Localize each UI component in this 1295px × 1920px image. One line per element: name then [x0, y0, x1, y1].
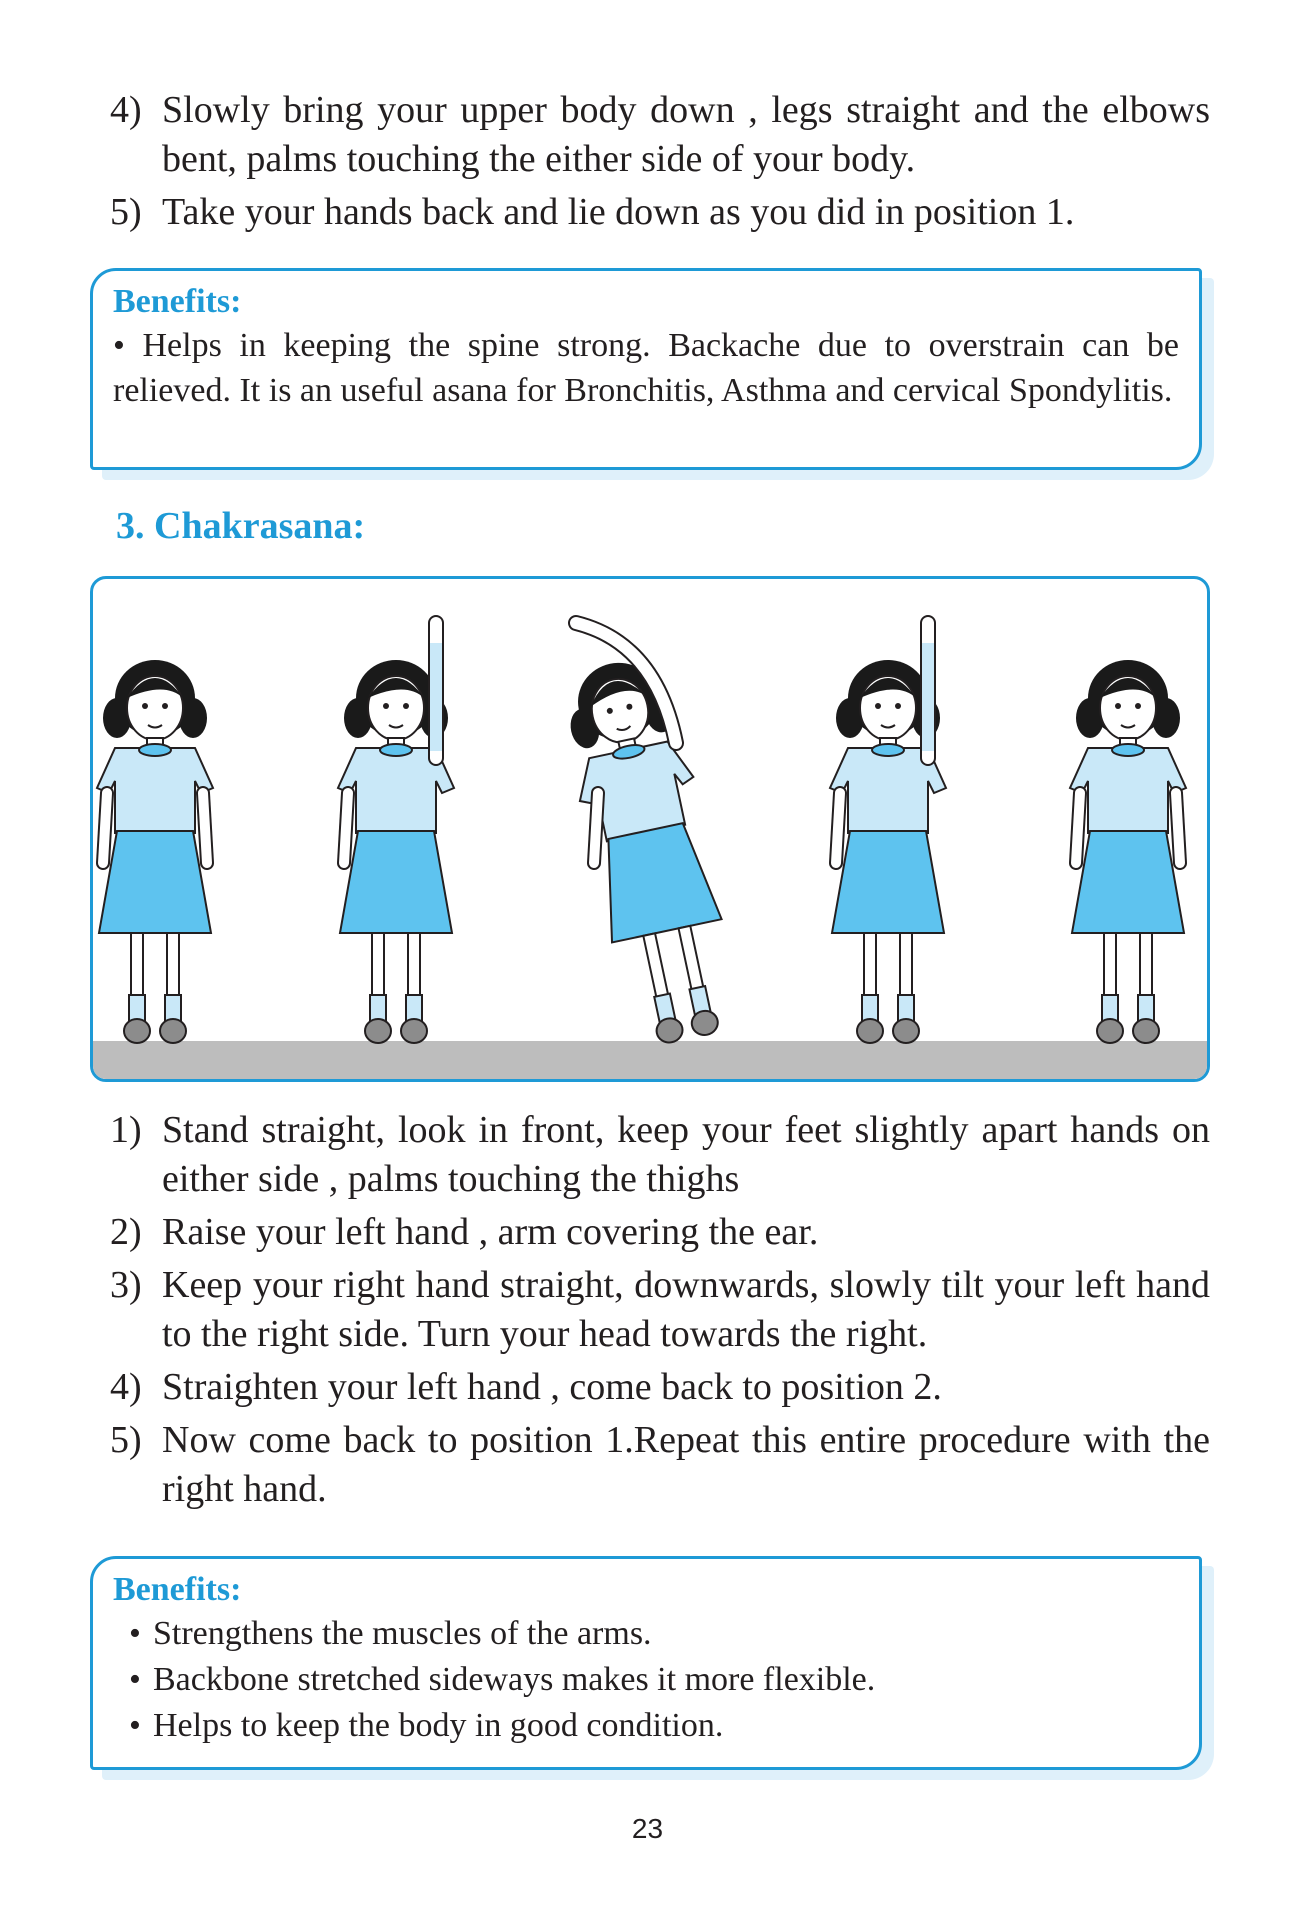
benefits-title: Benefits:: [113, 1571, 242, 1608]
floor: [93, 1041, 1207, 1079]
step-text: Now come back to position 1.Repeat this entire procedure with the right hand.: [162, 1419, 1210, 1510]
step-text: Stand straight, look in front, keep your feet slightly apart hands on either side , palms touching the thighs: [162, 1109, 1210, 1200]
page-number: 23: [631, 1813, 664, 1844]
figure-3-side-bend: [553, 623, 746, 1050]
chakrasana-procedure-list: [110, 1106, 1210, 1518]
chakrasana-illustration: [90, 576, 1210, 1082]
step-text: Raise your left hand , arm covering the ear.: [162, 1211, 819, 1253]
benefit-item: [113, 1657, 1179, 1703]
benefits-list: [113, 1611, 1179, 1749]
figure-1-standing: [97, 660, 213, 1043]
step-number: 3): [110, 1264, 142, 1306]
figure-4-arm-raised: [830, 623, 946, 1043]
step-number: 1): [110, 1109, 142, 1151]
benefit-text: Backbone stretched sideways makes it more flexible.: [153, 1661, 876, 1698]
step-number: 4): [110, 89, 142, 131]
procedure-list-continued: [110, 86, 1210, 241]
step-number: 5): [110, 1419, 142, 1461]
bullet-mark: •: [129, 1707, 141, 1744]
benefits-title: Benefits:: [113, 283, 242, 320]
step-number: 2): [110, 1211, 142, 1253]
step-text: Slowly bring your upper body down , legs straight and the elbows bent, palms touching the either side of your body.: [162, 89, 1210, 180]
figure-2-arm-raised: [338, 623, 454, 1043]
step-text: Take your hands back and lie down as you did in position 1.: [162, 191, 1075, 233]
benefit-text: Strengthens the muscles of the arms.: [153, 1615, 652, 1652]
step-number: 4): [110, 1366, 142, 1408]
illustration-canvas: [93, 579, 1207, 1079]
step-4: [110, 86, 1210, 184]
benefit-item: [113, 1611, 1179, 1657]
benefit-item: [113, 1703, 1179, 1749]
step-5: [110, 1416, 1210, 1514]
step-number: 5): [110, 191, 142, 233]
step-text: Straighten your left hand , come back to position 2.: [162, 1366, 942, 1408]
bullet-mark: •: [129, 1615, 141, 1652]
section-heading: 3. Chakrasana:: [116, 505, 366, 547]
bullet-mark: •: [129, 1661, 141, 1698]
step-3: [110, 1261, 1210, 1359]
benefits-box-chakrasana: [90, 1556, 1202, 1770]
step-1: [110, 1106, 1210, 1204]
benefits-text: • Helps in keeping the spine strong. Backache due to overstrain can be relieved. It is an useful asana for Bronchitis, Asthma and cervical Spondylitis.: [113, 327, 1179, 409]
figure-5-standing: [1070, 660, 1186, 1043]
benefits-box-bhujangasana: [90, 268, 1202, 470]
step-4: [110, 1363, 1210, 1412]
benefit-text: Helps to keep the body in good condition.: [153, 1707, 724, 1744]
step-5: [110, 188, 1210, 237]
step-2: [110, 1208, 1210, 1257]
step-text: Keep your right hand straight, downwards, slowly tilt your left hand to the right side. Turn your head towards the right.: [162, 1264, 1210, 1355]
